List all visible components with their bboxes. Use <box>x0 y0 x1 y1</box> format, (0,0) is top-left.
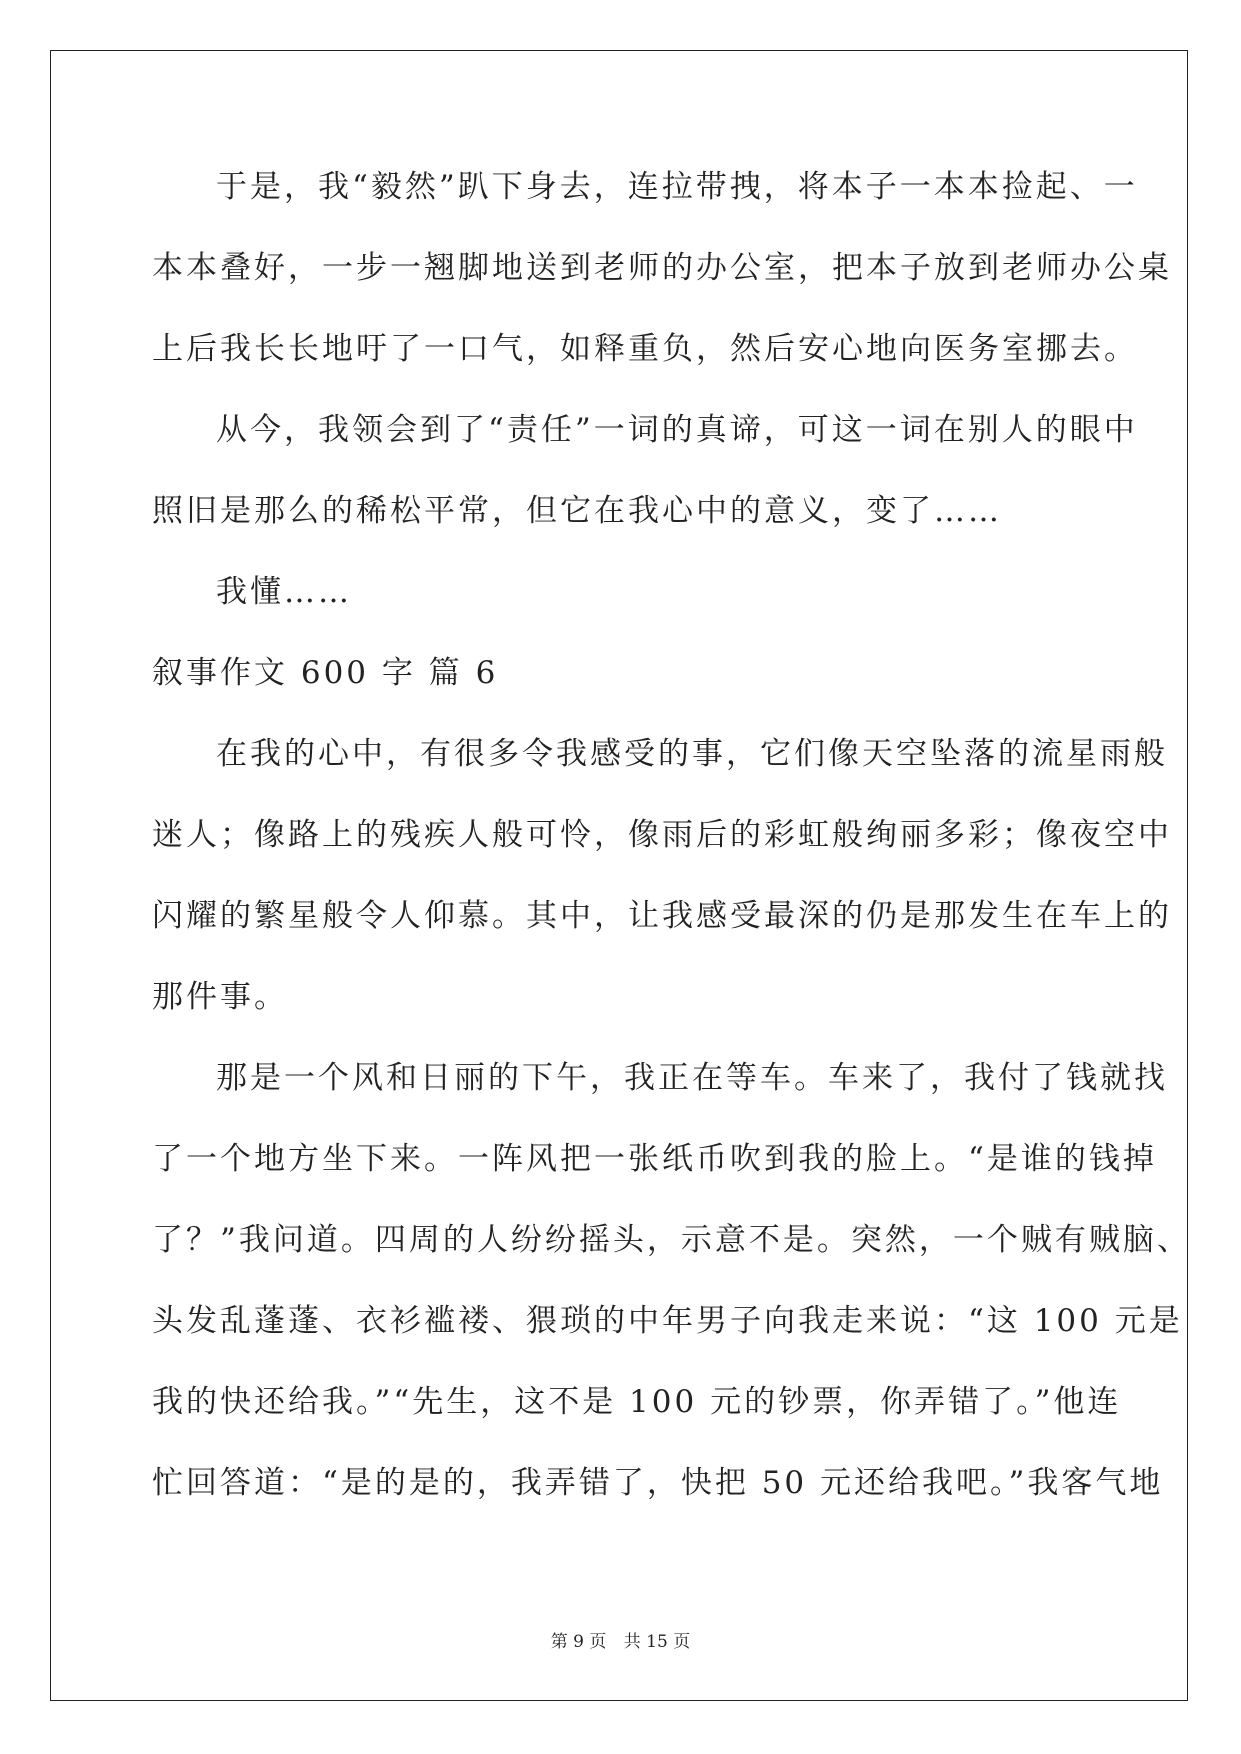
text-line: 闪耀的繁星般令人仰慕。其中，让我感受最深的仍是那发生在车上的 <box>152 898 1172 934</box>
text-line: 那是一个风和日丽的下午，我正在等车。车来了，我付了钱就找 <box>216 1060 1168 1096</box>
text-line: 在我的心中，有很多令我感受的事，它们像天空坠落的流星雨般 <box>216 736 1168 772</box>
text-line: 本本叠好，一步一翘脚地送到老师的办公室，把本子放到老师办公桌 <box>152 250 1172 286</box>
total-pages: 共 15 页 <box>623 1632 691 1652</box>
text-line: 了一个地方坐下来。一阵风把一张纸币吹到我的脸上。“是谁的钱掉 <box>152 1141 1157 1177</box>
text-line: 从今，我领会到了“责任”一词的真谛，可这一词在别人的眼中 <box>216 412 1138 448</box>
text-line: 忙回答道：“是的是的，我弄错了，快把 50 元还给我吧。”我客气地 <box>152 1465 1164 1501</box>
text-line: 上后我长长地吁了一口气，如释重负，然后安心地向医务室挪去。 <box>152 331 1138 367</box>
text-line: 了？”我问道。四周的人纷纷摇头，示意不是。突然，一个贼有贼脑、 <box>152 1222 1191 1258</box>
current-page-number: 第 9 页 <box>550 1632 607 1652</box>
text-line: 我的快还给我。”“先生，这不是 100 元的钞票，你弄错了。”他连 <box>152 1384 1122 1420</box>
text-line: 我懂…… <box>216 574 352 610</box>
text-line: 那件事。 <box>152 979 288 1015</box>
text-line: 头发乱蓬蓬、衣衫褴褛、猥琐的中年男子向我走来说：“这 100 元是 <box>152 1303 1183 1339</box>
section-heading: 叙事作文 600 字 篇 6 <box>152 655 499 691</box>
text-line: 迷人；像路上的残疾人般可怜，像雨后的彩虹般绚丽多彩；像夜空中 <box>152 817 1172 853</box>
text-line: 于是，我“毅然”趴下身去，连拉带拽，将本子一本本捡起、一 <box>216 169 1138 205</box>
page-footer <box>0 1627 1241 1652</box>
text-line: 照旧是那么的稀松平常，但它在我心中的意义，变了…… <box>152 493 1002 529</box>
document-body <box>152 163 1191 1540</box>
